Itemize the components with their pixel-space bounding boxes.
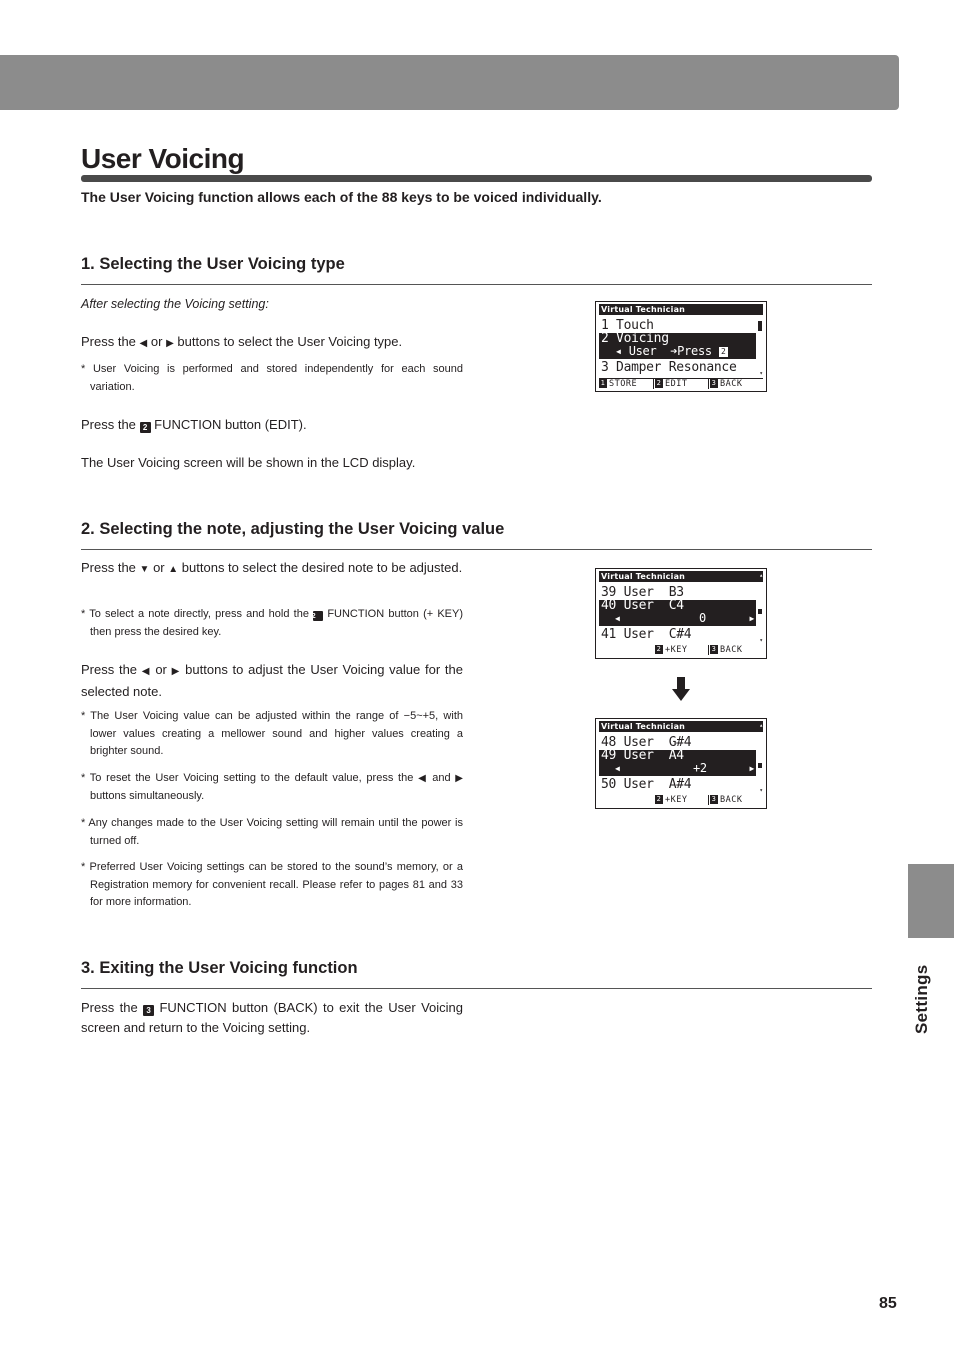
lcd-scrollbar (758, 763, 762, 768)
left-arrow-icon: ◀ (615, 614, 620, 623)
section-3-paragraph-1: Press the 3 FUNCTION button (BACK) to exit the User Voicing screen and return to the Voicing setting. (81, 1000, 463, 1035)
section-1-note-1: * User Voicing is performed and stored independently for each sound variation. (81, 363, 463, 393)
section-1-heading: 1. Selecting the User Voicing type (81, 255, 345, 273)
section-3-rule (81, 988, 872, 989)
lcd-row: 1 Touch (601, 318, 654, 333)
section-2-heading: 2. Selecting the note, adjusting the User Voicing value (81, 520, 505, 538)
function-2-icon: 2 (313, 611, 323, 621)
scroll-down-icon: ▾ (759, 370, 763, 377)
lcd-row: 39 User B3 (601, 585, 684, 600)
scroll-up-icon: ▴ (759, 722, 763, 729)
lcd-row: 50 User A#4 (601, 777, 692, 792)
section-2-rule (81, 549, 872, 550)
right-arrow-icon: ▶ (455, 773, 463, 784)
lcd-function-bar (599, 378, 763, 389)
lcd-selected-row: 40 User C4 ◀ 0 ▶ (601, 598, 754, 625)
section-2-note-1: * To select a note directly, press and hold the 2 FUNCTION button (+ KEY) then press the desired key. (81, 608, 464, 638)
section-1-lead: After selecting the Voicing setting: (81, 297, 269, 311)
lcd-header: Virtual Technician (599, 721, 763, 732)
left-arrow-icon: ◀ (615, 764, 620, 773)
section-2-paragraph-2: Press the ◀ or ▶ buttons to adjust the User Voicing value for the selected note. (81, 662, 463, 699)
down-arrow-icon: ▼ (139, 564, 150, 575)
lcd-fkey-store: 1 STORE (600, 379, 638, 389)
lcd-selected-row: 49 User A4 ◀ +2 ▶ (601, 748, 754, 775)
lcd-header: Virtual Technician (599, 571, 763, 582)
lcd-screen-voicing (595, 301, 767, 392)
right-arrow-icon: ▶ (749, 764, 754, 773)
lcd-fkey-plus-key: 2 +KEY (656, 795, 688, 805)
section-2-paragraph-1: Press the ▼ or ▲ buttons to select the desired note to be adjusted. (81, 560, 463, 575)
page-number: 85 (879, 1295, 897, 1312)
intro-text: The User Voicing function allows each of the 88 keys to be voiced individually. (81, 189, 602, 205)
lcd-screen-user-voicing-c4 (595, 568, 767, 659)
up-arrow-icon: ▲ (168, 564, 179, 575)
scroll-down-icon: ▾ (759, 787, 763, 794)
section-1-paragraph-2: Press the 2 FUNCTION button (EDIT). (81, 417, 307, 432)
lcd-row: 41 User C#4 (601, 627, 692, 642)
lcd-row: 3 Damper Resonance (601, 360, 737, 375)
right-arrow-icon: ▶ (171, 666, 181, 677)
section-1-rule (81, 284, 872, 285)
lcd-scrollbar (758, 321, 762, 331)
function-2-icon: 2 (140, 422, 151, 433)
right-arrow-icon: ▶ (749, 614, 754, 623)
section-2-note-3: * To reset the User Voicing setting to the default value, press the ◀ and ▶ buttons simultaneously. (81, 772, 463, 802)
section-1-paragraph-1: Press the ◀ or ▶ buttons to select the User Voicing type. (81, 334, 403, 349)
function-3-icon: 3 (143, 1005, 154, 1016)
right-arrow-icon: ▶ (166, 338, 174, 349)
lcd-fkey-back: 3 BACK (711, 795, 743, 805)
section-2-note-4: * Any changes made to the User Voicing setting will remain until the power is turned off. (81, 817, 463, 847)
side-tab (908, 864, 954, 938)
lcd-fkey-back: 3 BACK (711, 379, 743, 389)
side-tab-label: Settings (912, 964, 931, 1034)
section-2-note-2: * The User Voicing value can be adjusted within the range of −5~+5, with lower values creating a mellower sound and higher values creating a brighter sound. (81, 710, 463, 757)
scroll-up-icon: ▴ (759, 572, 763, 579)
left-arrow-icon: ◀ (139, 338, 148, 349)
lcd-fkey-plus-key: 2 +KEY (656, 645, 688, 655)
lcd-header: Virtual Technician (599, 304, 763, 315)
lcd-row: 48 User G#4 (601, 735, 692, 750)
page-title: User Voicing (81, 143, 245, 174)
lcd-scrollbar (758, 609, 762, 614)
scroll-down-icon: ▾ (759, 637, 763, 644)
left-arrow-icon: ◀ (418, 773, 428, 784)
header-band (0, 55, 899, 110)
section-1-paragraph-3: The User Voicing screen will be shown in the LCD display. (81, 455, 416, 470)
section-3-heading: 3. Exiting the User Voicing function (81, 959, 358, 977)
section-2-note-5: * Preferred User Voicing settings can be stored to the sound’s memory, or a Registration memory for convenient recall. Please refer to pages 81 and 33 for more information. (81, 861, 463, 908)
lcd-screen-user-voicing-a4 (595, 718, 767, 809)
lcd-fkey-edit: 2 EDIT (656, 379, 688, 389)
lcd-fkey-back: 3 BACK (711, 645, 743, 655)
title-rule (81, 175, 872, 182)
left-arrow-icon: ◀ (141, 666, 151, 677)
lcd-function-bar (599, 645, 763, 656)
lcd-selected-row: 2 Voicing ◂ User ➔Press 2 (599, 333, 756, 359)
function-2-icon: 2 (719, 347, 728, 357)
down-arrow-icon (672, 677, 690, 701)
lcd-function-bar (599, 795, 763, 806)
